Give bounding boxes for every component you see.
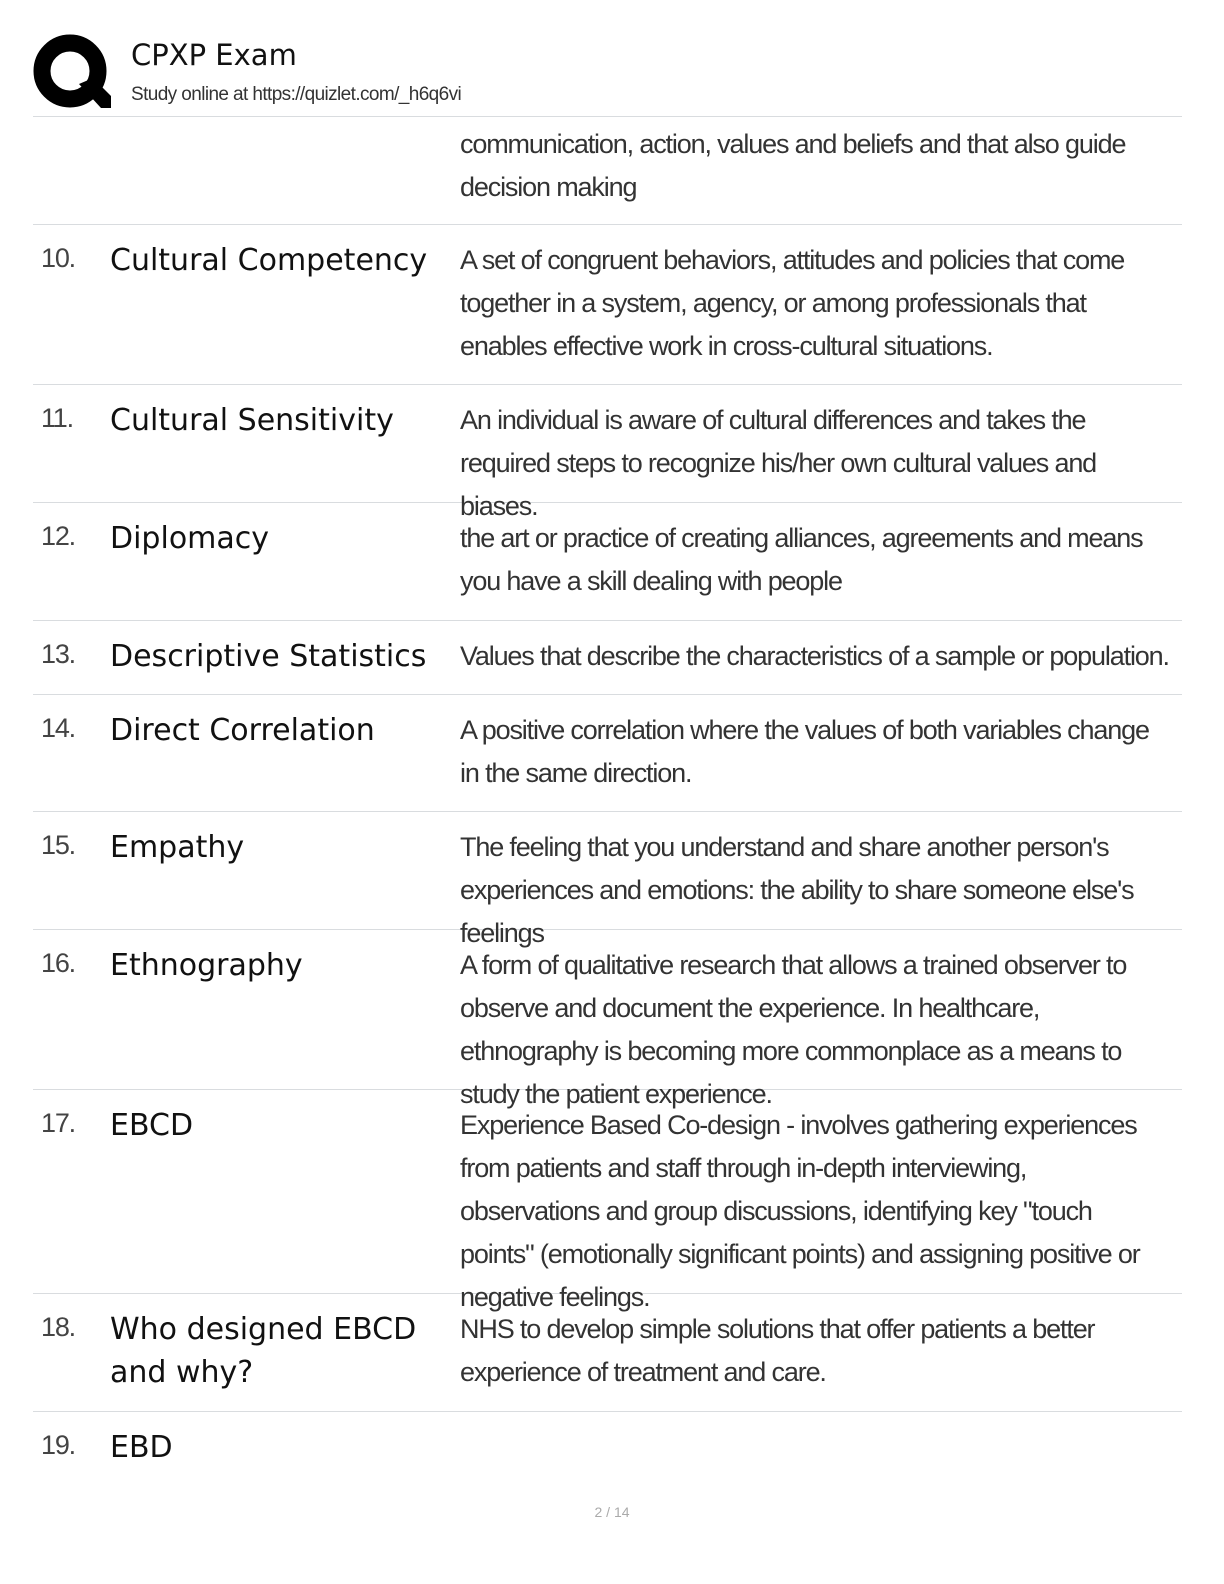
row-term: EBCD	[110, 1108, 194, 1143]
row-number: 19.	[41, 1430, 75, 1460]
table-row	[33, 930, 1182, 1109]
table-row	[33, 812, 1182, 948]
table-row	[33, 621, 1182, 695]
row-term: Who designed EBCD and why?	[110, 1312, 417, 1390]
table-row	[33, 225, 1182, 385]
table-row	[33, 117, 1182, 225]
table-row	[33, 385, 1182, 521]
row-term: Descriptive Statistics	[110, 639, 427, 674]
table-row	[33, 503, 1182, 621]
row-definition: Experience Based Co-design - involves gathering experiences from patients and staff through in-depth interviewing, observations and group discussions, identifying key "touch points" (emotionally significant points) and assigning positive or negative feelings.	[460, 1110, 1140, 1312]
row-number: 15.	[41, 830, 75, 860]
row-number: 17.	[41, 1108, 75, 1138]
table-row	[33, 1090, 1182, 1312]
row-definition: A form of qualitative research that allows a trained observer to observe and document the experience. In healthcare, ethnography is becoming more commonplace as a means to study the patient experience.	[460, 950, 1127, 1109]
row-term: Cultural Competency	[110, 243, 428, 278]
row-term: EBD	[110, 1430, 173, 1465]
table-row	[33, 1294, 1182, 1412]
row-number: 11.	[41, 403, 73, 433]
row-number: 16.	[41, 948, 75, 978]
row-definition: A positive correlation where the values of both variables change in the same direction.	[460, 715, 1149, 788]
row-definition: The feeling that you understand and share another person's experiences and emotions: the ability to share someone else's feelings	[460, 832, 1134, 948]
quizlet-logo-icon	[33, 34, 111, 112]
row-term: Diplomacy	[110, 521, 270, 556]
table-row	[33, 1412, 1182, 1482]
table-row	[33, 695, 1182, 812]
row-term: Cultural Sensitivity	[110, 403, 394, 438]
row-number: 12.	[41, 521, 75, 551]
row-number: 14.	[41, 713, 75, 743]
flashcard-table	[33, 116, 1182, 1482]
row-term: Empathy	[110, 830, 245, 865]
row-definition: communication, action, values and beliefs and that also guide decision making	[460, 129, 1126, 202]
row-definition: A set of congruent behaviors, attitudes and policies that come together in a system, agency, or among professionals that enables effective work in cross-cultural situations.	[460, 245, 1125, 361]
row-number: 10.	[41, 243, 75, 273]
row-term: Direct Correlation	[110, 713, 375, 748]
page-number: 2 / 14	[594, 1504, 630, 1520]
row-definition: Values that describe the characteristics of a sample or population.	[460, 641, 1169, 671]
row-number: 13.	[41, 639, 75, 669]
row-definition: NHS to develop simple solutions that offer patients a better experience of treatment and care.	[460, 1314, 1095, 1387]
page-title: CPXP Exam	[131, 38, 297, 72]
study-link-text: Study online at https://quizlet.com/_h6q6vi	[131, 84, 462, 105]
row-term: Ethnography	[110, 948, 303, 983]
row-definition: the art or practice of creating alliances, agreements and means you have a skill dealing with people	[460, 523, 1143, 596]
row-number: 18.	[41, 1312, 75, 1342]
page-header	[33, 34, 1193, 114]
row-definition: An individual is aware of cultural differences and takes the required steps to recognize his/her own cultural values and biases.	[460, 405, 1097, 521]
